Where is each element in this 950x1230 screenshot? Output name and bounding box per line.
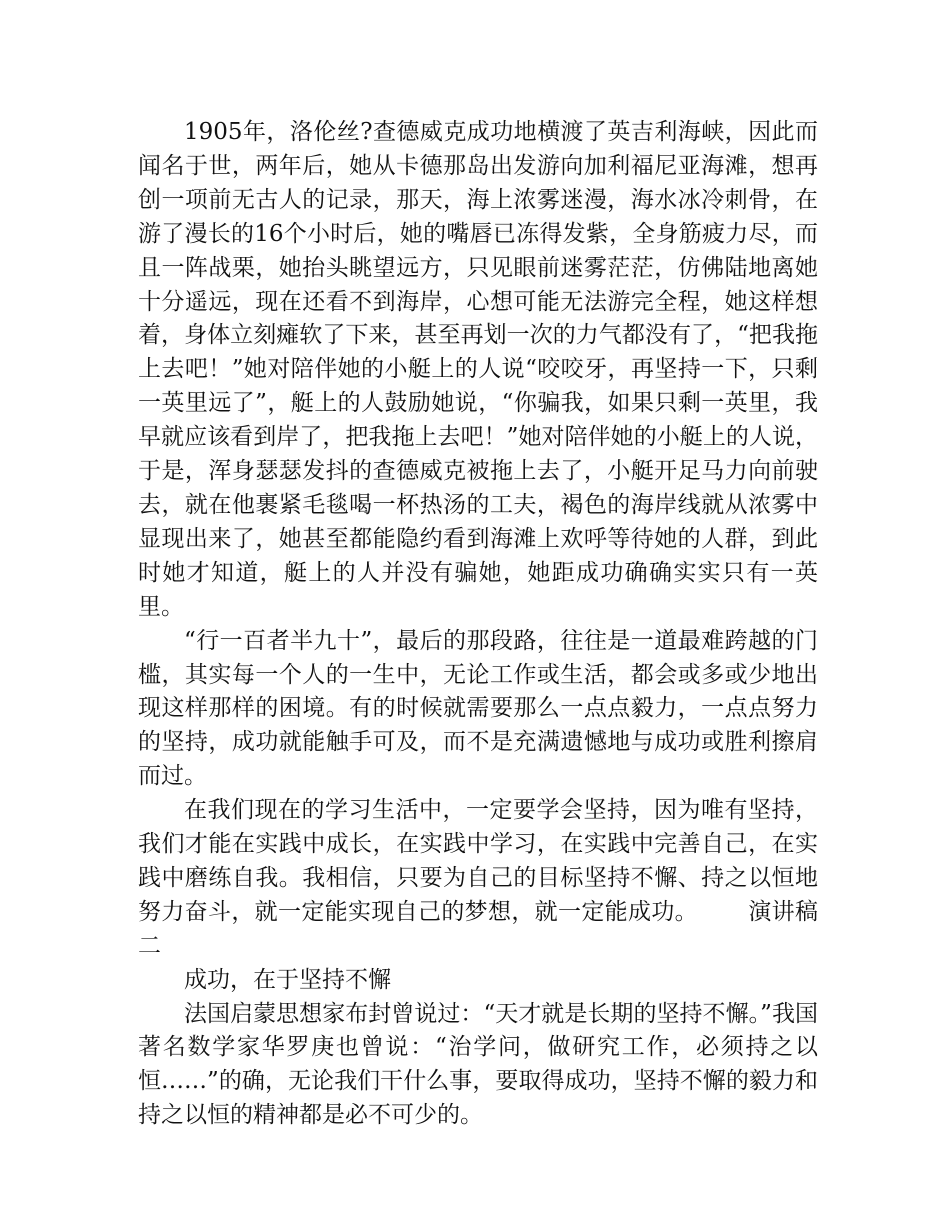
paragraph-5: 法国启蒙思想家布封曾说过：“天才就是长期的坚持不懈。”我国著名数学家华罗庚也曾说：“治学问，做研究工作，必须持之以恒……”的确，无论我们干什么事，要取得成功，坚持不懈的毅力和持之以恒的精神都是必不可少的。 xyxy=(138,1000,818,1129)
paragraph-3-text: 在我们现在的学习生活中，一定要学会坚持，因为唯有坚持，我们才能在实践中成长，在实践中学习，在实践中完善自己，在实践中磨练自我。我相信，只要为自己的目标坚持不懈、持之以恒地努力奋斗，就一定能实现自己的梦想，就一定能成功。 xyxy=(138,797,818,925)
paragraph-2: “行一百者半九十”，最后的那段路，往往是一道最难跨越的门槛，其实每一个人的一生中，无论工作或生活，都会或多或少地出现这样那样的困境。有的时候就需要那么一点点毅力，一点点努力的坚持，成功就能触手可及，而不是充满遗憾地与成功或胜利擦肩而过。 xyxy=(138,627,818,790)
paragraph-1: 1905年，洛伦丝?查德威克成功地横渡了英吉利海峡，因此而闻名于世，两年后，她从卡德那岛出发游向加利福尼亚海滩，想再创一项前无古人的记录，那天，海上浓雾迷漫，海水冰冷刺骨，在游了漫长的16个小时后，她的嘴唇已冻得发紫，全身筋疲力尽，而且一阵战栗，她抬头眺望远方，只见眼前迷雾茫茫，仿佛陆地离她十分遥远，现在还看不到海岸，心想可能无法游完全程，她这样想着，身体立刻瘫软了下来，甚至再划一次的力气都没有了，“把我拖上去吧！”她对陪伴她的小艇上的人说“咬咬牙，再坚持一下，只剩一英里远了”，艇上的人鼓励她说，“你骗我，如果只剩一英里，我早就应该看到岸了，把我拖上去吧！”她对陪伴她的小艇上的人说，于是，浑身瑟瑟发抖的查德威克被拖上去了，小艇开足马力向前驶去，就在他裹紧毛毯喝一杯热汤的工夫，褐色的海岸线就从浓雾中显现出来了，她甚至都能隐约看到海滩上欢呼等待她的人群，到此时她才知道，艇上的人并没有骗她，她距成功确确实实只有一英里。 xyxy=(138,119,818,620)
section-label: 演讲稿二 xyxy=(138,898,819,959)
document-body xyxy=(138,116,818,1133)
paragraph-3 xyxy=(138,794,818,964)
section-title: 成功，在于坚持不懈 xyxy=(184,966,391,993)
